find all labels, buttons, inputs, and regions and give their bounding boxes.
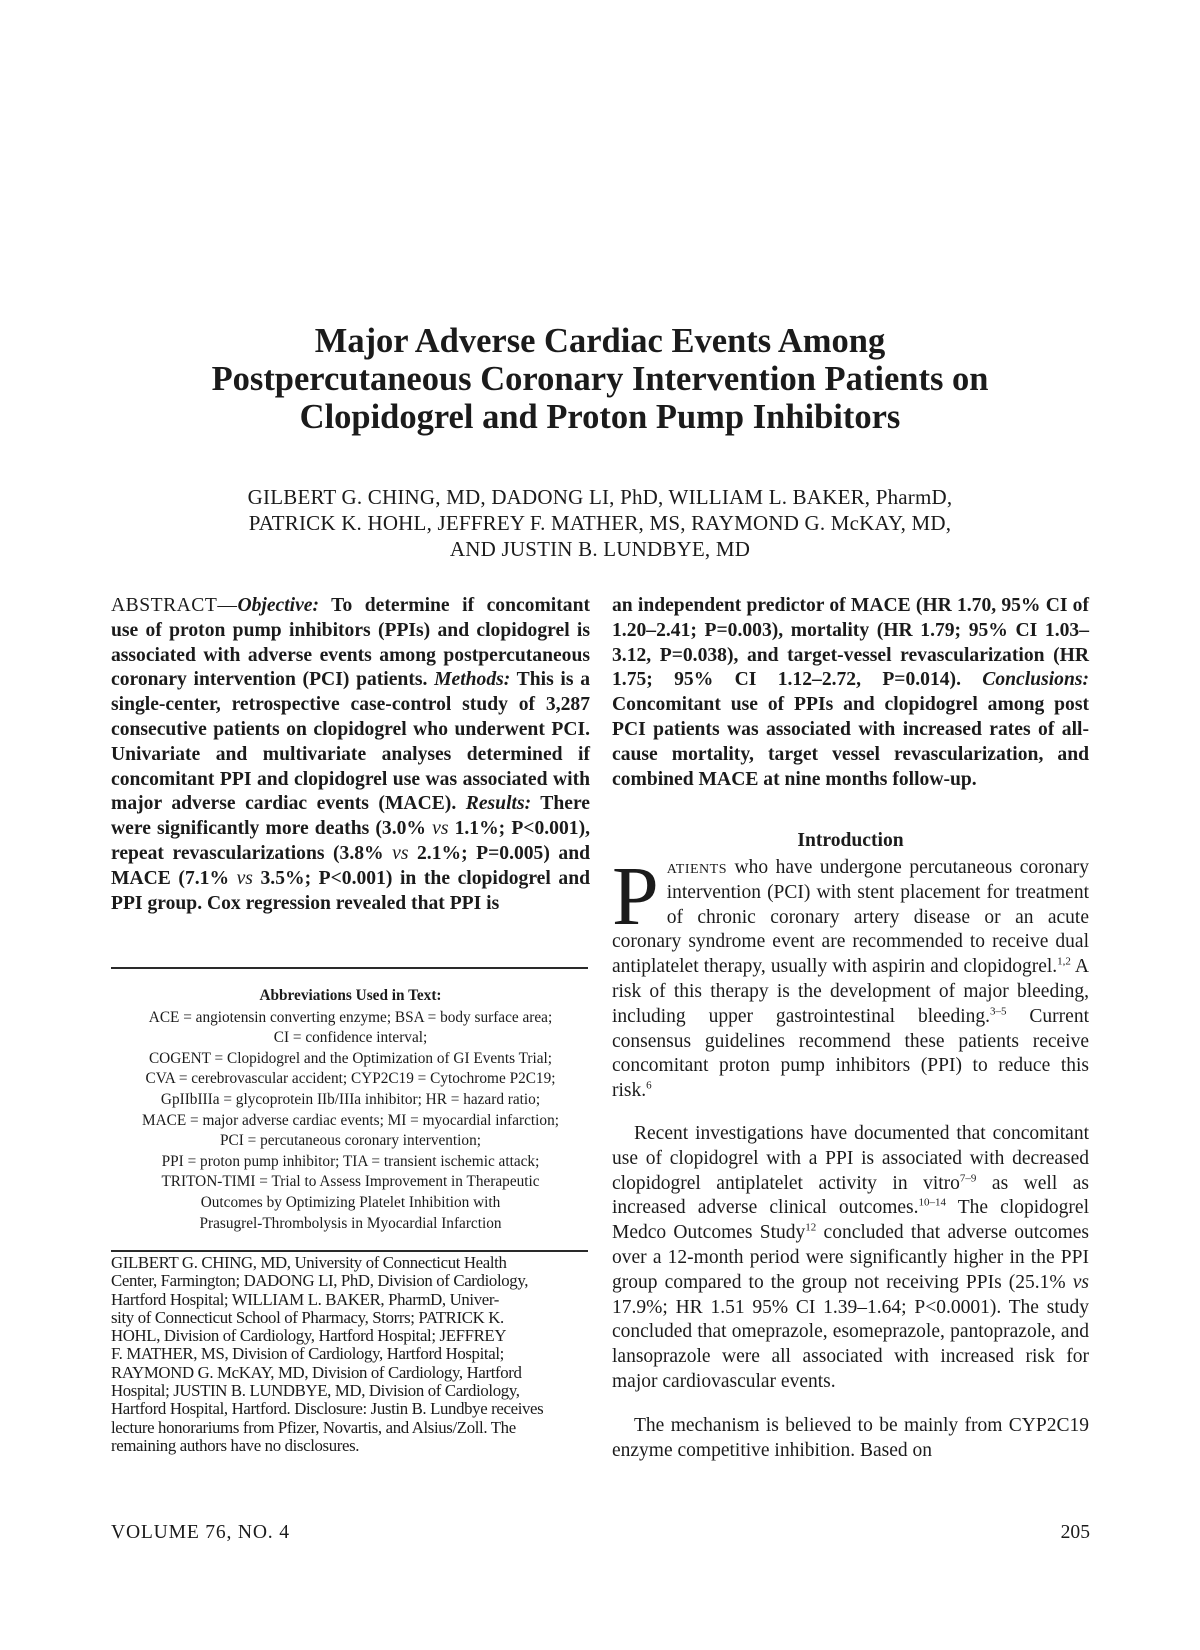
results-text: 2.1%; P=0.005) and MACE (7.1%	[111, 842, 590, 889]
abbreviations-title: Abbreviations Used in Text:	[259, 987, 442, 1004]
title-line: Postpercutaneous Coronary Intervention Patients on	[211, 360, 989, 398]
abbreviation-line: Outcomes by Optimizing Platelet Inhibition with	[200, 1193, 501, 1211]
objective-text: To determine if concomitant use of proton pump inhibitors (PPIs) and clopidogrel is associated with adverse events among postpercutaneous coronary intervention (PCI) patients.	[111, 595, 590, 691]
author-line: PATRICK K. HOHL, JEFFREY F. MATHER, MS, RAYMOND G. McKAY, MD,	[248, 511, 952, 535]
title-line: Major Adverse Cardiac Events Among	[314, 322, 886, 360]
citation-ref: 10–14	[918, 1196, 946, 1209]
abstract-continued-text: an independent predictor of MACE (HR 1.70, 95% CI of 1.20–2.41; P=0.003), mortality (HR 1.79; 95% CI 1.03–3.12, P=0.038), and target-vessel revascularization (HR 1.75; 95% CI 1.12–2.72, P=0.014).	[612, 595, 1089, 691]
abbreviation-line: Prasugrel-Thrombolysis in Myocardial Infarction	[199, 1214, 502, 1232]
affiliation-line: F. MATHER, MS, Division of Cardiology, Hartford Hospital;	[111, 1344, 504, 1364]
conclusions-text: Concomitant use of PPIs and clopidogrel among post PCI patients was associated with increased rates of all-cause mortality, target vessel revascularization, and combined MACE at nine months follow-up.	[612, 694, 1089, 790]
affiliation-line: GILBERT G. CHING, MD, University of Connecticut Health	[111, 1253, 507, 1272]
methods-label: Methods:	[434, 669, 511, 691]
paragraph-text: who have undergone percutaneous coronary intervention (PCI) with stent placement for treatment of chronic coronary artery disease or an acute coronary syndrome event are recommended to receive dual antiplatelet therapy, usually with aspirin and clopidogrel.	[612, 857, 1089, 978]
paragraph-text: Recent investigations have documented that concomitant use of clopidogrel with a PPI is associated with decreased clopidogrel antiplatelet activity in vitro	[612, 1123, 1089, 1194]
vs-italic: vs	[392, 842, 409, 864]
results-text: 1.1%; P<0.001), repeat revascularizations (3.8%	[111, 818, 590, 864]
abstract-left	[111, 594, 590, 916]
abbreviations-box	[111, 986, 590, 1234]
paragraph-text: 17.9%; HR 1.51 95% CI 1.39–1.64; P<0.0001). The study concluded that omeprazole, esomeprazole, pantoprazole, and lansoprazole were all associated with increased risk for major cardiovascular events.	[612, 1296, 1089, 1392]
author-affiliations	[111, 1254, 590, 1455]
affiliation-line: Hartford Hospital, Hartford. Disclosure: Justin B. Lundbye receives	[111, 1399, 544, 1419]
citation-ref: 6	[646, 1079, 652, 1092]
abbreviation-line: CVA = cerebrovascular accident; CYP2C19 = Cytochrome P2C19;	[145, 1070, 556, 1088]
affiliation-line: sity of Connecticut School of Pharmacy, Storrs; PATRICK K.	[111, 1307, 504, 1327]
drop-cap: P	[612, 850, 659, 943]
objective-label: Objective:	[237, 595, 320, 616]
title-line: Clopidogrel and Proton Pump Inhibitors	[299, 398, 901, 436]
citation-ref: 1,2	[1057, 955, 1071, 968]
affiliation-line: HOHL, Division of Cardiology, Hartford Hospital; JEFFREY	[111, 1326, 507, 1346]
article-title	[110, 322, 1090, 436]
paragraph-text: Current consensus guidelines recommend these patients receive concomitant proton pump inhibitors (PPI) to reduce this risk.	[612, 1005, 1089, 1102]
intro-paragraph-3	[612, 1414, 1089, 1464]
abstract-right	[612, 594, 1089, 792]
citation-ref: 7–9	[959, 1172, 977, 1185]
abbreviation-line: MACE = major adverse cardiac events; MI = myocardial infarction;	[142, 1111, 559, 1129]
paragraph-text: A risk of this therapy is the development of major bleeding, including upper gastrointestinal bleeding.	[612, 956, 1089, 1027]
page-number: 205	[1060, 1522, 1090, 1543]
paragraph-text: The clopidogrel Medco Outcomes Study	[612, 1197, 1089, 1244]
affiliation-line: RAYMOND G. McKAY, MD, Division of Cardiology, Hartford	[111, 1362, 522, 1382]
abbreviation-line: ACE = angiotensin converting enzyme; BSA = body surface area;	[148, 1008, 553, 1026]
vs-italic: vs	[236, 867, 253, 889]
paragraph-text: The mechanism is believed to be mainly from CYP2C19 enzyme competitive inhibition. Based on	[612, 1415, 1089, 1461]
abbreviation-line: CI = confidence interval;	[273, 1029, 428, 1047]
results-text: There were significantly more deaths (3.0%	[111, 793, 590, 840]
paragraph-text: concluded that adverse outcomes over a 12-month period were significantly higher in the PPI group compared to the group not receiving PPIs (25.1%	[612, 1222, 1089, 1293]
small-caps-lead: atients	[666, 857, 727, 878]
intro-paragraph-1	[612, 850, 1089, 1104]
abstract-heading: ABSTRACT—	[111, 595, 238, 616]
affiliation-line: Center, Farmington; DADONG LI, PhD, Division of Cardiology,	[111, 1271, 529, 1291]
citation-ref: 12	[805, 1221, 817, 1234]
abbreviation-line: GpIIbIIIa = glycoprotein IIb/IIIa inhibitor; HR = hazard ratio;	[160, 1090, 541, 1108]
affiliation-line: Hartford Hospital; WILLIAM L. BAKER, PharmD, Univer-	[111, 1289, 500, 1309]
affiliation-line: remaining authors have no disclosures.	[111, 1435, 360, 1455]
author-line: AND JUSTIN B. LUNDBYE, MD	[449, 537, 751, 561]
vs-italic: vs	[1072, 1271, 1089, 1293]
methods-text: This is a single-center, retrospective case-control study of 3,287 consecutive patients on clopidogrel who underwent PCI. Univariate and multivariate analyses determined if concomitant PPI and clopidogrel use was associated with major adverse cardiac events (MACE).	[111, 669, 590, 815]
affiliation-line: Hospital; JUSTIN B. LUNDBYE, MD, Division of Cardiology,	[111, 1381, 520, 1401]
paragraph-text: as well as increased adverse clinical outcomes.	[612, 1172, 1089, 1219]
abbreviation-line: COGENT = Clopidogrel and the Optimization of GI Events Trial;	[148, 1049, 553, 1067]
vs-italic: vs	[432, 818, 449, 840]
intro-paragraph-2	[612, 1122, 1089, 1395]
abbreviation-line: TRITON-TIMI = Trial to Assess Improvement in Therapeutic	[161, 1173, 540, 1191]
abbreviation-line: PCI = percutaneous coronary intervention;	[220, 1132, 481, 1150]
affiliation-line: lecture honorariums from Pfizer, Novartis, and Alsius/Zoll. The	[111, 1417, 516, 1437]
author-line: GILBERT G. CHING, MD, DADONG LI, PhD, WILLIAM L. BAKER, PharmD,	[247, 485, 953, 509]
results-label: Results:	[465, 793, 532, 815]
results-text: 3.5%; P<0.001) in the clopidogrel and PPI group. Cox regression revealed that PPI is	[111, 867, 590, 914]
abbreviations-bottom-rule	[111, 1250, 588, 1252]
citation-ref: 3–5	[990, 1005, 1007, 1018]
abbreviations-top-rule	[111, 967, 588, 969]
introduction-heading: Introduction	[797, 830, 904, 851]
author-list	[110, 484, 1090, 562]
abbreviation-line: PPI = proton pump inhibitor; TIA = transient ischemic attack;	[161, 1152, 540, 1170]
conclusions-label: Conclusions:	[982, 669, 1089, 691]
journal-volume: VOLUME 76, NO. 4	[111, 1522, 290, 1543]
